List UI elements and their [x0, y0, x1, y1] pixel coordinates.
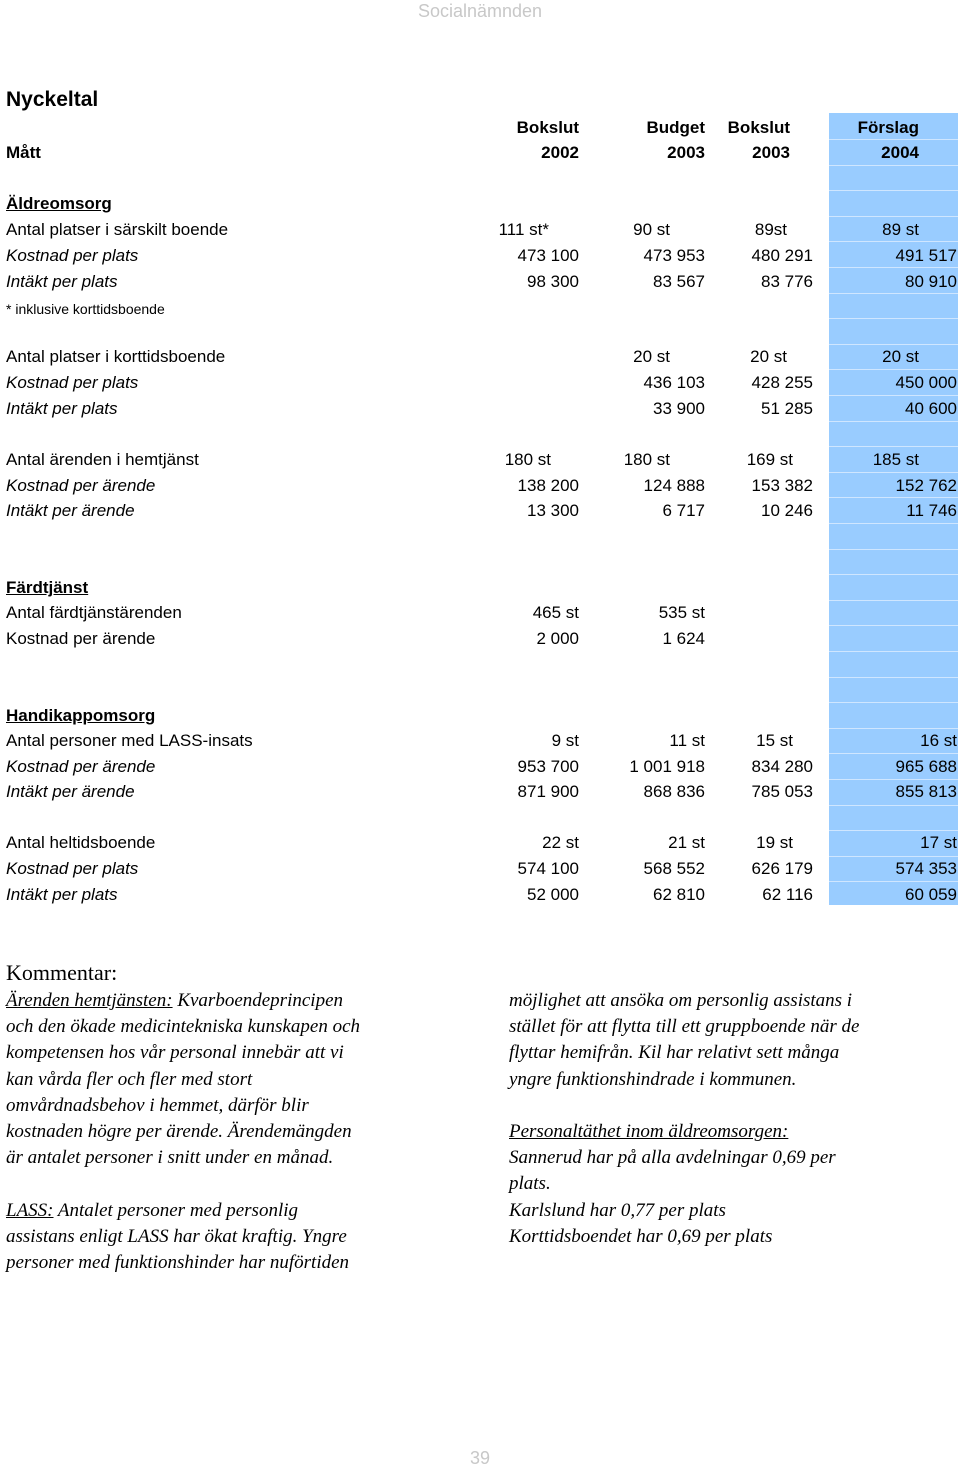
column-header-top [0, 116, 960, 140]
comment-line [6, 1198, 360, 1224]
cell-budget-2003: 436 103 [643, 373, 705, 392]
cell-2004: 17 st [920, 833, 957, 852]
comment-text: Antalet personer med personlig [53, 1199, 299, 1221]
cell-budget-2003: 180 st [623, 450, 670, 469]
row-label: Kostnad per ärende [6, 757, 156, 776]
gridline [829, 805, 958, 806]
table-row [0, 780, 960, 804]
gridline [829, 395, 958, 396]
comment-line [6, 1224, 360, 1250]
table-row [0, 371, 960, 395]
comment-text: Sannerud har på alla avdelningar 0,69 per [509, 1147, 836, 1169]
comment-text: kan vårda fler och fler med stort [6, 1068, 253, 1090]
row-label: Antal platser i korttidsboende [6, 347, 226, 366]
comment-text: möjlighet att ansöka om personlig assistans i [509, 990, 853, 1011]
comment-right-column [509, 988, 859, 1250]
comment-text: kompetensen hos vår personal innebär att vi [6, 1042, 344, 1064]
comment-line [6, 988, 360, 1014]
comment-line [509, 1224, 859, 1250]
cell-2002: 138 200 [517, 476, 579, 495]
col4-year: 2004 [881, 143, 919, 162]
col1-header: Bokslut [516, 118, 579, 137]
cell-budget-2003: 1 001 918 [629, 757, 705, 776]
cell-2002: 111 st* [498, 220, 549, 239]
comment-underlined: Personaltäthet inom äldreomsorgen: [509, 1120, 789, 1142]
gridline [829, 165, 958, 166]
cell-2004: 60 059 [905, 885, 957, 904]
page-number: 39 [469, 1448, 491, 1468]
cell-2002: 574 100 [517, 859, 579, 878]
gridline [829, 446, 958, 447]
gridline [829, 702, 958, 703]
matt-label: Mått [6, 143, 41, 162]
table-row [0, 270, 960, 294]
cell-bokslut-2003: 62 116 [762, 885, 813, 904]
table-row [0, 755, 960, 779]
comment-underlined: LASS: [6, 1199, 54, 1221]
gridline [829, 574, 958, 575]
cell-bokslut-2003: 834 280 [751, 757, 813, 776]
cell-budget-2003: 90 st [633, 220, 670, 239]
gridline [829, 651, 958, 652]
cell-2002: 52 000 [527, 885, 579, 904]
row-label: Antal ärenden i hemtjänst [6, 450, 199, 469]
table-row [0, 831, 960, 855]
cell-budget-2003: 124 888 [643, 476, 705, 495]
table-row [0, 857, 960, 881]
comment-line [509, 1171, 859, 1197]
comment-text: flyttar hemifrån. Kil har relativt sett många [509, 1042, 840, 1064]
gridline [829, 549, 958, 550]
cell-budget-2003: 33 900 [653, 399, 705, 418]
cell-bokslut-2003: 626 179 [751, 859, 813, 878]
gridline [829, 190, 958, 191]
cell-2004: 80 910 [905, 272, 957, 291]
cell-2004: 40 600 [905, 399, 957, 418]
comment-text: stället för att flytta till ett gruppboende när de [509, 1016, 860, 1038]
cell-bokslut-2003: 51 285 [761, 399, 813, 418]
section-aldreomsorg [0, 192, 960, 216]
comment-line [509, 988, 859, 1014]
col2-header: Budget [646, 118, 705, 137]
cell-budget-2003: 6 717 [662, 501, 705, 520]
gridline [829, 677, 958, 678]
cell-2004: 20 st [882, 347, 919, 366]
cell-budget-2003: 83 567 [653, 272, 705, 291]
row-label: Intäkt per ärende [6, 501, 135, 520]
comment-text: Kvarboendeprincipen [172, 990, 343, 1011]
row-label: Antal platser i särskilt boende [6, 220, 229, 239]
cell-2002: 180 st [504, 450, 551, 469]
gridline [829, 421, 958, 422]
comment-left-column [6, 988, 360, 1276]
comment-line [6, 1171, 360, 1197]
cell-bokslut-2003: 785 053 [751, 782, 813, 801]
cell-2004: 89 st [882, 220, 919, 239]
row-label: Intäkt per ärende [6, 782, 135, 801]
cell-budget-2003: 473 953 [643, 246, 705, 265]
cell-2002: 2 000 [536, 629, 579, 648]
comment-text: och den ökade medicintekniska kunskapen och [6, 1016, 361, 1038]
cell-bokslut-2003: 15 st [756, 731, 793, 750]
cell-bokslut-2003: 89st [754, 220, 787, 239]
gridline [829, 523, 958, 524]
gridline [829, 472, 958, 473]
comment-line [6, 1119, 360, 1145]
row-label: Kostnad per plats [6, 373, 139, 392]
comment-line [6, 1145, 360, 1171]
cell-budget-2003: 568 552 [643, 859, 705, 878]
comment-line [6, 1093, 360, 1119]
table-row [0, 474, 960, 498]
comment-text: Korttidsboendet har 0,69 per plats [509, 1225, 773, 1247]
cell-2004: 491 517 [895, 246, 957, 265]
cell-2002: 9 st [551, 731, 579, 750]
cell-bokslut-2003: 19 st [756, 833, 793, 852]
comment-line [6, 1250, 360, 1276]
cell-bokslut-2003: 83 776 [761, 272, 813, 291]
footnote: * inklusive korttidsboende [6, 301, 165, 317]
col2-year: 2003 [667, 143, 705, 162]
comment-text: Karlslund har 0,77 per plats [509, 1199, 726, 1221]
row-label: Antal färdtjänstärenden [6, 603, 182, 622]
cell-2004: 965 688 [895, 757, 957, 776]
comment-line [509, 1040, 859, 1066]
cell-budget-2003: 20 st [633, 347, 670, 366]
comment-text: personer med funktionshinder har nuförtiden [6, 1251, 350, 1273]
gridline [829, 881, 958, 882]
section-heading: Färdtjänst [6, 578, 89, 597]
col1-year: 2002 [541, 143, 579, 162]
cell-budget-2003: 62 810 [653, 885, 705, 904]
section-fardtjanst [0, 576, 960, 600]
cell-2004: 152 762 [895, 476, 957, 495]
cell-bokslut-2003: 428 255 [751, 373, 813, 392]
gridline [829, 625, 958, 626]
cell-bokslut-2003: 153 382 [751, 476, 813, 495]
cell-budget-2003: 21 st [668, 833, 705, 852]
comment-text: assistans enligt LASS har ökat kraftig. Yngre [6, 1225, 347, 1247]
cell-2002: 871 900 [517, 782, 579, 801]
cell-budget-2003: 1 624 [662, 629, 705, 648]
gridline [829, 216, 958, 217]
gridline [829, 753, 958, 754]
cell-2004: 11 746 [906, 501, 957, 520]
cell-2004: 574 353 [895, 859, 957, 878]
table-row [0, 397, 960, 421]
table-row [0, 627, 960, 651]
row-label: Kostnad per plats [6, 859, 139, 878]
comment-line [509, 1119, 859, 1145]
cell-2004: 16 st [920, 731, 957, 750]
row-label: Kostnad per plats [6, 246, 139, 265]
cell-bokslut-2003: 20 st [750, 347, 787, 366]
gridline [829, 369, 958, 370]
cell-2004: 185 st [872, 450, 919, 469]
cell-bokslut-2003: 480 291 [751, 246, 813, 265]
footnote-row [0, 297, 960, 321]
page-header: Socialnämnden [417, 1, 543, 21]
section-heading: Handikappomsorg [6, 706, 156, 725]
comment-line [509, 1093, 859, 1119]
table-row [0, 345, 960, 369]
column-header-year [0, 141, 960, 165]
col3-year: 2003 [752, 143, 790, 162]
row-label: Kostnad per ärende [6, 476, 156, 495]
comment-text: plats. [509, 1173, 551, 1195]
table-row [0, 448, 960, 472]
comment-text: kostnaden högre per ärende. Ärendemängden [6, 1120, 352, 1142]
row-label: Antal personer med LASS-insats [6, 731, 253, 750]
cell-bokslut-2003: 10 246 [761, 501, 813, 520]
comment-line [509, 1198, 859, 1224]
comment-line [509, 1067, 859, 1093]
cell-2004: 450 000 [895, 373, 957, 392]
cell-bokslut-2003: 169 st [746, 450, 793, 469]
cell-budget-2003: 868 836 [643, 782, 705, 801]
row-label: Kostnad per ärende [6, 629, 156, 648]
comment-heading: Kommentar: [6, 960, 118, 985]
section-handikapp [0, 704, 960, 728]
comment-line [6, 1040, 360, 1066]
cell-2004: 855 813 [895, 782, 957, 801]
table-row [0, 244, 960, 268]
cell-budget-2003: 535 st [658, 603, 705, 622]
col3-header: Bokslut [727, 118, 790, 137]
cell-2002: 98 300 [527, 272, 579, 291]
cell-2002: 473 100 [517, 246, 579, 265]
row-label: Antal heltidsboende [6, 833, 156, 852]
table-row [0, 499, 960, 523]
cell-2002: 465 st [532, 603, 579, 622]
row-label: Intäkt per plats [6, 399, 118, 418]
col4-header: Förslag [857, 118, 919, 137]
comment-line [509, 1014, 859, 1040]
cell-budget-2003: 11 st [669, 731, 705, 750]
comment-line [6, 1014, 360, 1040]
comment-text: yngre funktionshindrade i kommunen. [509, 1068, 797, 1090]
row-label: Intäkt per plats [6, 272, 118, 291]
row-label: Intäkt per plats [6, 885, 118, 904]
cell-2002: 953 700 [517, 757, 579, 776]
comment-underlined: Ärenden hemtjänsten: [6, 990, 173, 1011]
table-row [0, 601, 960, 625]
comment-line [509, 1145, 859, 1171]
table-row [0, 218, 960, 242]
table-row [0, 883, 960, 907]
section-heading: Äldreomsorg [6, 194, 112, 213]
comment-text: är antalet personer i snitt under en månad. [6, 1147, 334, 1169]
comment-line [6, 1067, 360, 1093]
cell-2002: 22 st [542, 833, 579, 852]
table-row [0, 729, 960, 753]
cell-2002: 13 300 [527, 501, 579, 520]
page-title: Nyckeltal [6, 88, 99, 111]
comment-text: omvårdnadsbehov i hemmet, därför blir [6, 1094, 309, 1116]
